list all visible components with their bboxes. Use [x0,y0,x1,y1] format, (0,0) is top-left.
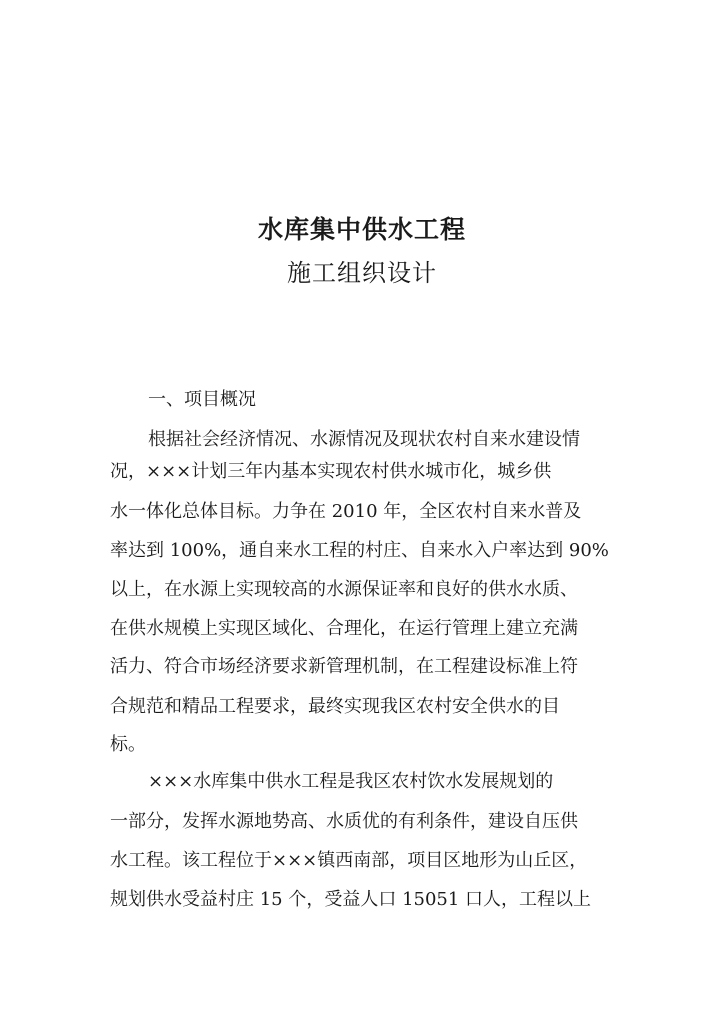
paragraph-line: 水一体化总体目标。力争在 2010 年，全区农村自来水普及 [110,501,582,522]
paragraph-line: 一部分，发挥水源地势高、水质优的有利条件，建设自压供 [110,811,578,832]
paragraph-line: 规划供水受益村庄 15 个，受益人口 15051 口人，工程以上 [110,889,592,910]
paragraph-line: ×××水库集中供水工程是我区农村饮水发展规划的 [148,771,554,792]
document-subtitle: 施工组织设计 [287,259,437,287]
paragraph-line: 根据社会经济情况、水源情况及现状农村自来水建设情 [148,429,580,450]
paragraph-line: 水工程。该工程位于×××镇西南部，项目区地形为山丘区， [110,850,588,871]
paragraph-line: 合规范和精品工程要求，最终实现我区农村安全供水的目 [110,696,560,717]
paragraph-line: 况，×××计划三年内基本实现农村供水城市化，城乡供 [110,461,552,482]
paragraph-line: 活力、符合市场经济要求新管理机制，在工程建设标准上符 [110,656,578,677]
section-heading: 一、项目概况 [148,389,256,410]
paragraph-line: 标。 [110,734,146,755]
paragraph-line: 在供水规模上实现区域化、合理化，在运行管理上建立充满 [110,618,578,639]
paragraph-line: 以上，在水源上实现较高的水源保证率和良好的供水水质、 [110,579,578,600]
paragraph-line: 率达到 100%，通自来水工程的村庄、自来水入户率达到 90% [110,540,609,561]
document-title: 水库集中供水工程 [257,215,466,244]
